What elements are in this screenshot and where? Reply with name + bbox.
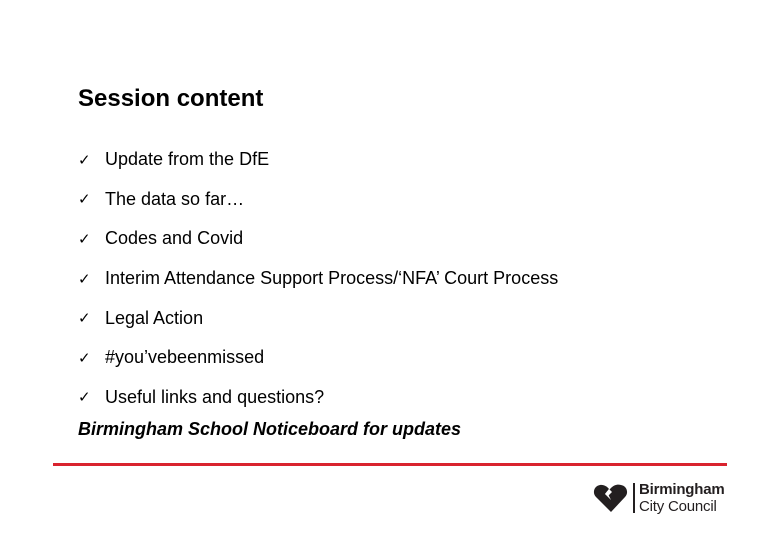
footer-note: Birmingham School Noticeboard for updates	[78, 419, 462, 439]
list-item-text: The data so far…	[105, 188, 245, 209]
list-item	[78, 338, 558, 378]
divider-rule	[53, 463, 727, 466]
list-item-text: Legal Action	[105, 307, 204, 328]
logo-text-line2: City Council	[639, 498, 717, 515]
checkmark-icon: ✓	[78, 229, 91, 248]
list-item	[78, 140, 558, 180]
list-item-text: Interim Attendance Support Process/‘NFA’ Court Process	[105, 268, 559, 289]
list-item	[78, 180, 558, 220]
bullet-list	[78, 140, 558, 417]
logo-text-line1: Birmingham	[639, 481, 725, 498]
checkmark-icon: ✓	[78, 150, 91, 169]
checkmark-icon: ✓	[78, 388, 91, 407]
checkmark-icon: ✓	[78, 190, 91, 209]
list-item-text: Update from the DfE	[105, 149, 270, 170]
checkmark-icon: ✓	[78, 269, 91, 288]
list-item-text: #you’vebeenmissed	[105, 347, 265, 368]
slide-title: Session content	[78, 85, 264, 112]
list-item-text: Useful links and questions?	[105, 386, 325, 407]
checkmark-icon: ✓	[78, 309, 91, 328]
list-item	[78, 378, 558, 418]
logo-separator	[633, 483, 635, 513]
list-item	[78, 219, 558, 259]
list-item	[78, 259, 558, 299]
council-logo	[593, 481, 733, 517]
list-item-text: Codes and Covid	[105, 228, 244, 249]
list-item	[78, 298, 558, 338]
heart-icon	[593, 483, 629, 513]
checkmark-icon: ✓	[78, 348, 91, 367]
